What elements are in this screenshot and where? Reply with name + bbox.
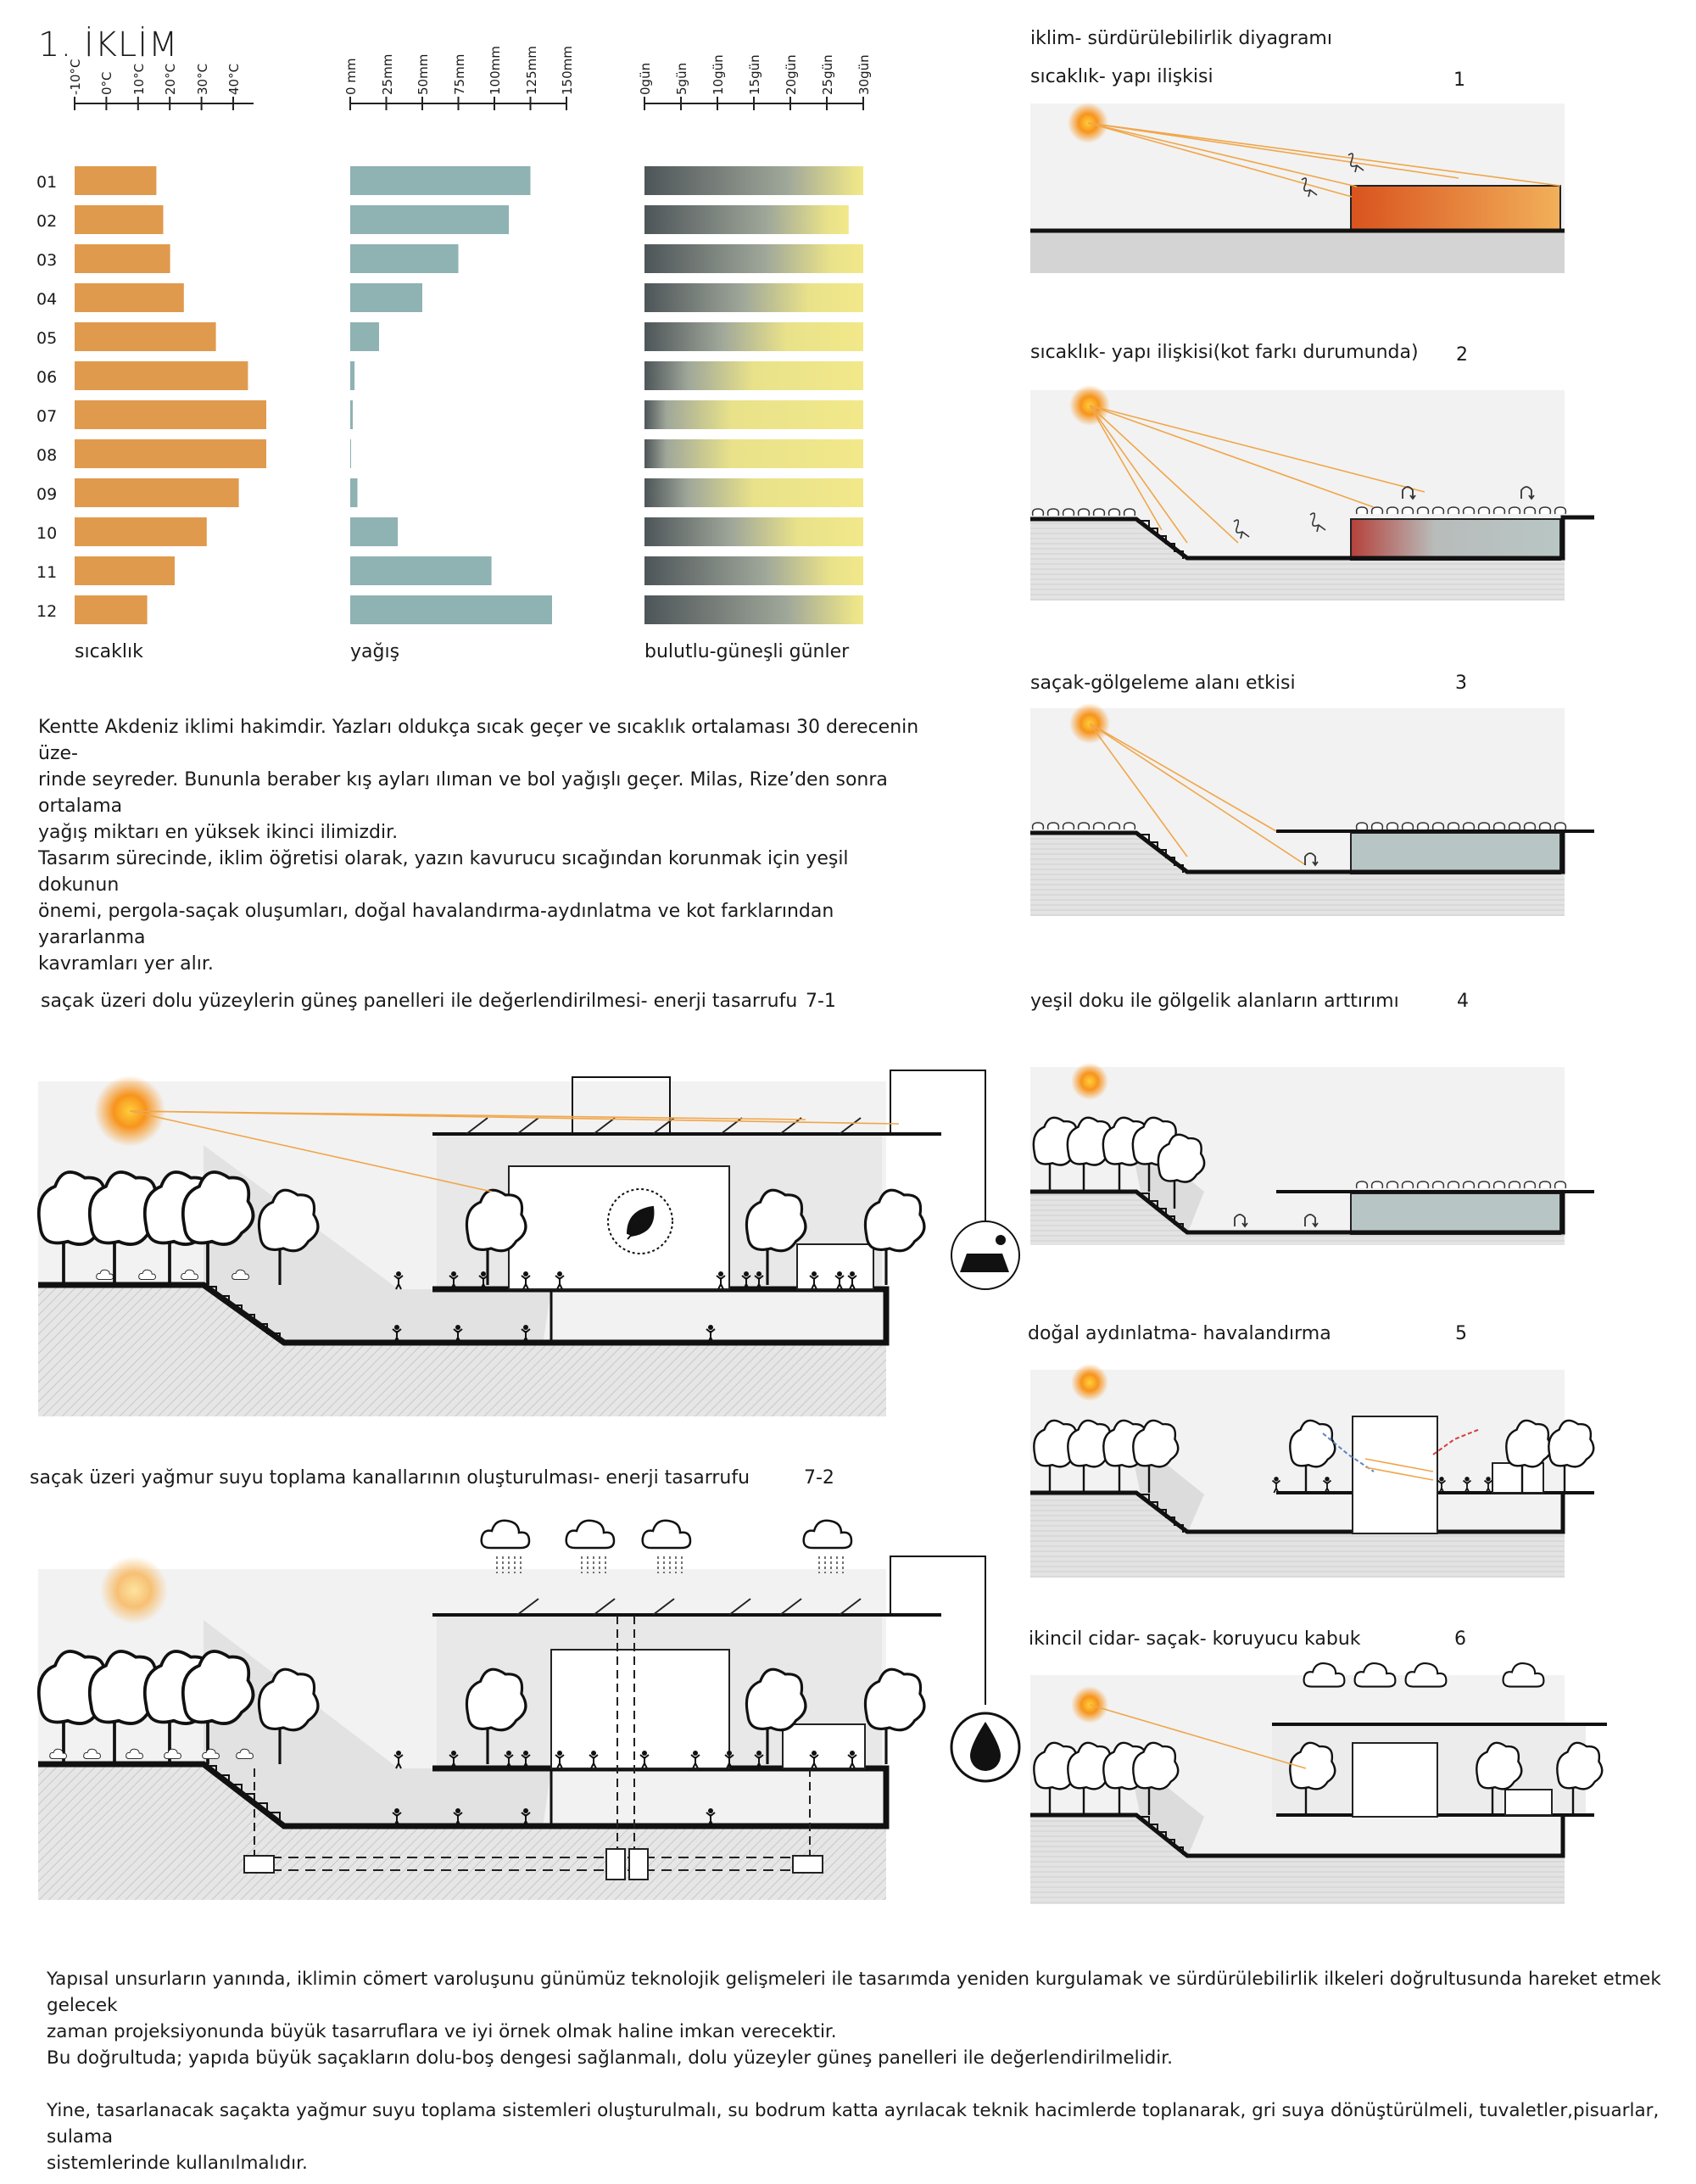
month-label: 10 bbox=[36, 524, 58, 543]
cloud-icon bbox=[804, 1521, 851, 1548]
shrub-icon bbox=[1094, 509, 1105, 516]
diagram-3-label: saçak-gölgeleme alanı etkisi bbox=[1030, 673, 1296, 694]
diagram-1-number: 1 bbox=[1453, 70, 1465, 91]
shrub-icon bbox=[1418, 507, 1429, 514]
shrub-icon bbox=[1109, 823, 1120, 829]
diagram-4-label: yeşil doku ile gölgelik alanların arttırımı bbox=[1030, 991, 1399, 1012]
sun-tick-label: 15gün bbox=[747, 54, 762, 95]
sun-icon bbox=[100, 1556, 168, 1624]
shrub-icon bbox=[1048, 509, 1059, 516]
right-heading: iklim- sürdürülebilirlik diyagramı bbox=[1030, 28, 1332, 49]
shrub-icon bbox=[1357, 1181, 1368, 1188]
shrub-icon bbox=[1403, 507, 1414, 514]
building-volume bbox=[797, 1244, 873, 1289]
sun-icon bbox=[1071, 1063, 1108, 1100]
month-label: 08 bbox=[36, 446, 58, 465]
diagram-2-label: sıcaklık- yapı ilişkisi(kot farkı durumunda) bbox=[1030, 342, 1419, 363]
shrub-icon bbox=[1403, 823, 1414, 829]
shrub-icon bbox=[1079, 823, 1090, 829]
rain-caption: yağış bbox=[350, 641, 400, 662]
month-label: 03 bbox=[36, 251, 58, 270]
water-tank bbox=[244, 1856, 274, 1873]
shrub-icon bbox=[1109, 509, 1120, 516]
rain-tick-label: 150mm bbox=[560, 46, 575, 95]
sustainability-paragraph: Yapısal unsurların yanında, iklimin cömert varoluşunu günümüz teknolojik gelişmeleri ile tasarımda yeniden kurgulamak ve sürdürülebilirlik ilkeleri doğrultusunda hareket etmek gelecek zaman projeksiyonunda büyük tasarruflara ve iyi örnek olmak haline imkan verecektir. Bu doğrultuda; yapıda büyük saçakların dolu-boş dengesi sağlanmalı, dolu yüzeyler güneş panelleri ile değerlendirilmelidir. Yine, tasarlanacak saçakta yağmur suyu toplama sistemleri oluşturulmalı, su bodrum katta ayrılacak teknik hacimlerde toplanarak, gri suya dönüştürülmeli, tuvaletler,pisuarlar, sulama sistemlerinde kullanılmalıdır. bbox=[47, 1969, 1661, 2174]
sun-mini-icon bbox=[996, 1235, 1006, 1245]
cloud-icon bbox=[643, 1521, 690, 1548]
shrub-icon bbox=[1540, 507, 1551, 514]
shrub-icon bbox=[1372, 507, 1383, 514]
temp-tick-label: -10°C bbox=[68, 59, 83, 95]
shrub-icon bbox=[1464, 1181, 1475, 1188]
diagram-6-number: 6 bbox=[1454, 1628, 1466, 1650]
shrub-icon bbox=[1448, 507, 1459, 514]
shrub-icon bbox=[1387, 823, 1398, 829]
shrub-icon bbox=[1387, 1181, 1398, 1188]
temp-tick-label: 10°C bbox=[131, 63, 147, 95]
shrub-icon bbox=[1372, 823, 1383, 829]
cloud-icon bbox=[1304, 1663, 1345, 1686]
month-label: 05 bbox=[36, 329, 58, 348]
shrub-icon bbox=[1033, 509, 1044, 516]
diagram-5-label: doğal aydınlatma- havalandırma bbox=[1028, 1323, 1331, 1344]
shrub-icon bbox=[1357, 823, 1368, 829]
month-label: 01 bbox=[36, 173, 58, 192]
sun-tick-label: 25gün bbox=[820, 54, 835, 95]
water-tank bbox=[793, 1856, 823, 1873]
page-title: 1. İKLİM bbox=[38, 25, 179, 64]
building-core bbox=[551, 1650, 729, 1768]
diagram-2-number: 2 bbox=[1456, 344, 1468, 366]
shrub-icon bbox=[1372, 1181, 1383, 1188]
building-volume bbox=[1505, 1790, 1552, 1815]
shrub-icon bbox=[1063, 509, 1074, 516]
diagram-6-label: ikincil cidar- saçak- koruyucu kabuk bbox=[1029, 1628, 1361, 1650]
sun-tick-label: 20gün bbox=[784, 54, 799, 95]
shaded-building bbox=[1351, 1193, 1560, 1234]
diagram-5-number: 5 bbox=[1455, 1323, 1467, 1344]
diagram-1-label: sıcaklık- yapı ilişkisi bbox=[1030, 66, 1213, 87]
shrub-icon bbox=[1079, 509, 1090, 516]
shrub-icon bbox=[1063, 823, 1074, 829]
shrub-icon bbox=[1048, 823, 1059, 829]
shrub-icon bbox=[1357, 507, 1368, 514]
month-label: 09 bbox=[36, 485, 58, 504]
heated-building bbox=[1351, 186, 1560, 231]
shrub-icon bbox=[1464, 823, 1475, 829]
shaded-building bbox=[1351, 833, 1560, 874]
temp-tick-label: 40°C bbox=[226, 63, 242, 95]
terrain bbox=[1030, 231, 1565, 273]
month-label: 11 bbox=[36, 563, 58, 582]
building-volume bbox=[1492, 1463, 1543, 1493]
cloud-icon bbox=[482, 1521, 529, 1548]
shrub-icon bbox=[1494, 1181, 1505, 1188]
water-tank bbox=[606, 1849, 625, 1880]
month-label: 12 bbox=[36, 602, 58, 621]
shrub-icon bbox=[1479, 823, 1490, 829]
shrub-icon bbox=[1387, 507, 1398, 514]
section-7-1-number: 7-1 bbox=[806, 991, 836, 1012]
shrub-icon bbox=[1525, 823, 1536, 829]
shrub-icon bbox=[1494, 823, 1505, 829]
month-label: 07 bbox=[36, 407, 58, 426]
shrub-icon bbox=[1540, 823, 1551, 829]
rain-tick-label: 100mm bbox=[488, 46, 503, 95]
shrub-icon bbox=[1509, 1181, 1520, 1188]
section-7-2-label: saçak üzeri yağmur suyu toplama kanallarının oluşturulması- enerji tasarrufu bbox=[30, 1467, 750, 1489]
month-label: 04 bbox=[36, 290, 58, 309]
shrub-icon bbox=[1509, 507, 1520, 514]
shrub-icon bbox=[1124, 823, 1135, 829]
temp-tick-label: 30°C bbox=[194, 63, 210, 95]
month-label: 02 bbox=[36, 212, 58, 231]
shrub-icon bbox=[1509, 823, 1520, 829]
shrub-icon bbox=[1494, 507, 1505, 514]
cloud-icon bbox=[1504, 1663, 1544, 1686]
diagram-4-number: 4 bbox=[1457, 991, 1469, 1012]
cloud-icon bbox=[566, 1521, 614, 1548]
section-7-1-label: saçak üzeri dolu yüzeylerin güneş panelleri ile değerlendirilmesi- enerji tasarrufu bbox=[41, 991, 798, 1012]
building-core bbox=[1353, 1743, 1437, 1817]
rain-tick-label: 0 mm bbox=[343, 58, 359, 95]
shrub-icon bbox=[1433, 507, 1444, 514]
cloud-icon bbox=[1406, 1663, 1447, 1686]
shrub-icon bbox=[1448, 1181, 1459, 1188]
rain-tick-label: 25mm bbox=[379, 53, 395, 95]
shrub-icon bbox=[1555, 507, 1566, 514]
sun-caption: bulutlu-güneşli günler bbox=[644, 641, 850, 662]
sun-icon bbox=[1071, 1364, 1108, 1401]
shrub-icon bbox=[1403, 1181, 1414, 1188]
rain-tick-label: 125mm bbox=[523, 46, 539, 95]
sun-tick-label: 5gün bbox=[674, 62, 689, 95]
shrub-icon bbox=[1555, 823, 1566, 829]
shrub-icon bbox=[1433, 823, 1444, 829]
temp-tick-label: 0°C bbox=[99, 71, 115, 95]
sunken-building bbox=[1351, 519, 1560, 560]
climate-paragraph: Kentte Akdeniz iklimi hakimdir. Yazları oldukça sıcak geçer ve sıcaklık ortalaması 30 derecenin üze- rinde seyreder. Bununla beraber kış ayları ılıman ve bol yağışlı geçer. Milas, Rize’den sonra ortalama yağış miktarı en yüksek ikinci ilimizdir. Tasarım sürecinde, iklim öğretisi olarak, yazın kavurucu sıcağından korunmak için yeşil dokunun önemi, pergola-saçak oluşumları, doğal havalandırma-aydınlatma ve kot farklarından yararlanma kavramları yer alır. bbox=[38, 717, 919, 975]
section-7-2-number: 7-2 bbox=[804, 1467, 834, 1489]
solar-panel-icon bbox=[960, 1254, 1009, 1272]
month-label: 06 bbox=[36, 368, 58, 387]
sun-tick-label: 10gün bbox=[711, 54, 726, 95]
shrub-icon bbox=[1124, 509, 1135, 516]
shrub-icon bbox=[1525, 507, 1536, 514]
temp-tick-label: 20°C bbox=[163, 63, 179, 95]
temp-caption: sıcaklık bbox=[75, 641, 143, 662]
shrub-icon bbox=[1418, 1181, 1429, 1188]
shrub-icon bbox=[1033, 823, 1044, 829]
sun-tick-label: 0gün bbox=[638, 62, 653, 95]
rain-tick-label: 75mm bbox=[451, 53, 467, 95]
shrub-icon bbox=[1418, 823, 1429, 829]
water-tank bbox=[629, 1849, 648, 1880]
shrub-icon bbox=[1525, 1181, 1536, 1188]
shrub-icon bbox=[1464, 507, 1475, 514]
shrub-icon bbox=[1433, 1181, 1444, 1188]
building-core bbox=[1353, 1416, 1437, 1533]
diagram-3-number: 3 bbox=[1455, 673, 1467, 694]
cloud-icon bbox=[1355, 1663, 1396, 1686]
sun-tick-label: 30gün bbox=[856, 54, 872, 95]
shrub-icon bbox=[1094, 823, 1105, 829]
shrub-icon bbox=[1555, 1181, 1566, 1188]
shrub-icon bbox=[1479, 507, 1490, 514]
shrub-icon bbox=[1479, 1181, 1490, 1188]
shrub-icon bbox=[1448, 823, 1459, 829]
shrub-icon bbox=[1540, 1181, 1551, 1188]
rain-tick-label: 50mm bbox=[416, 53, 431, 95]
